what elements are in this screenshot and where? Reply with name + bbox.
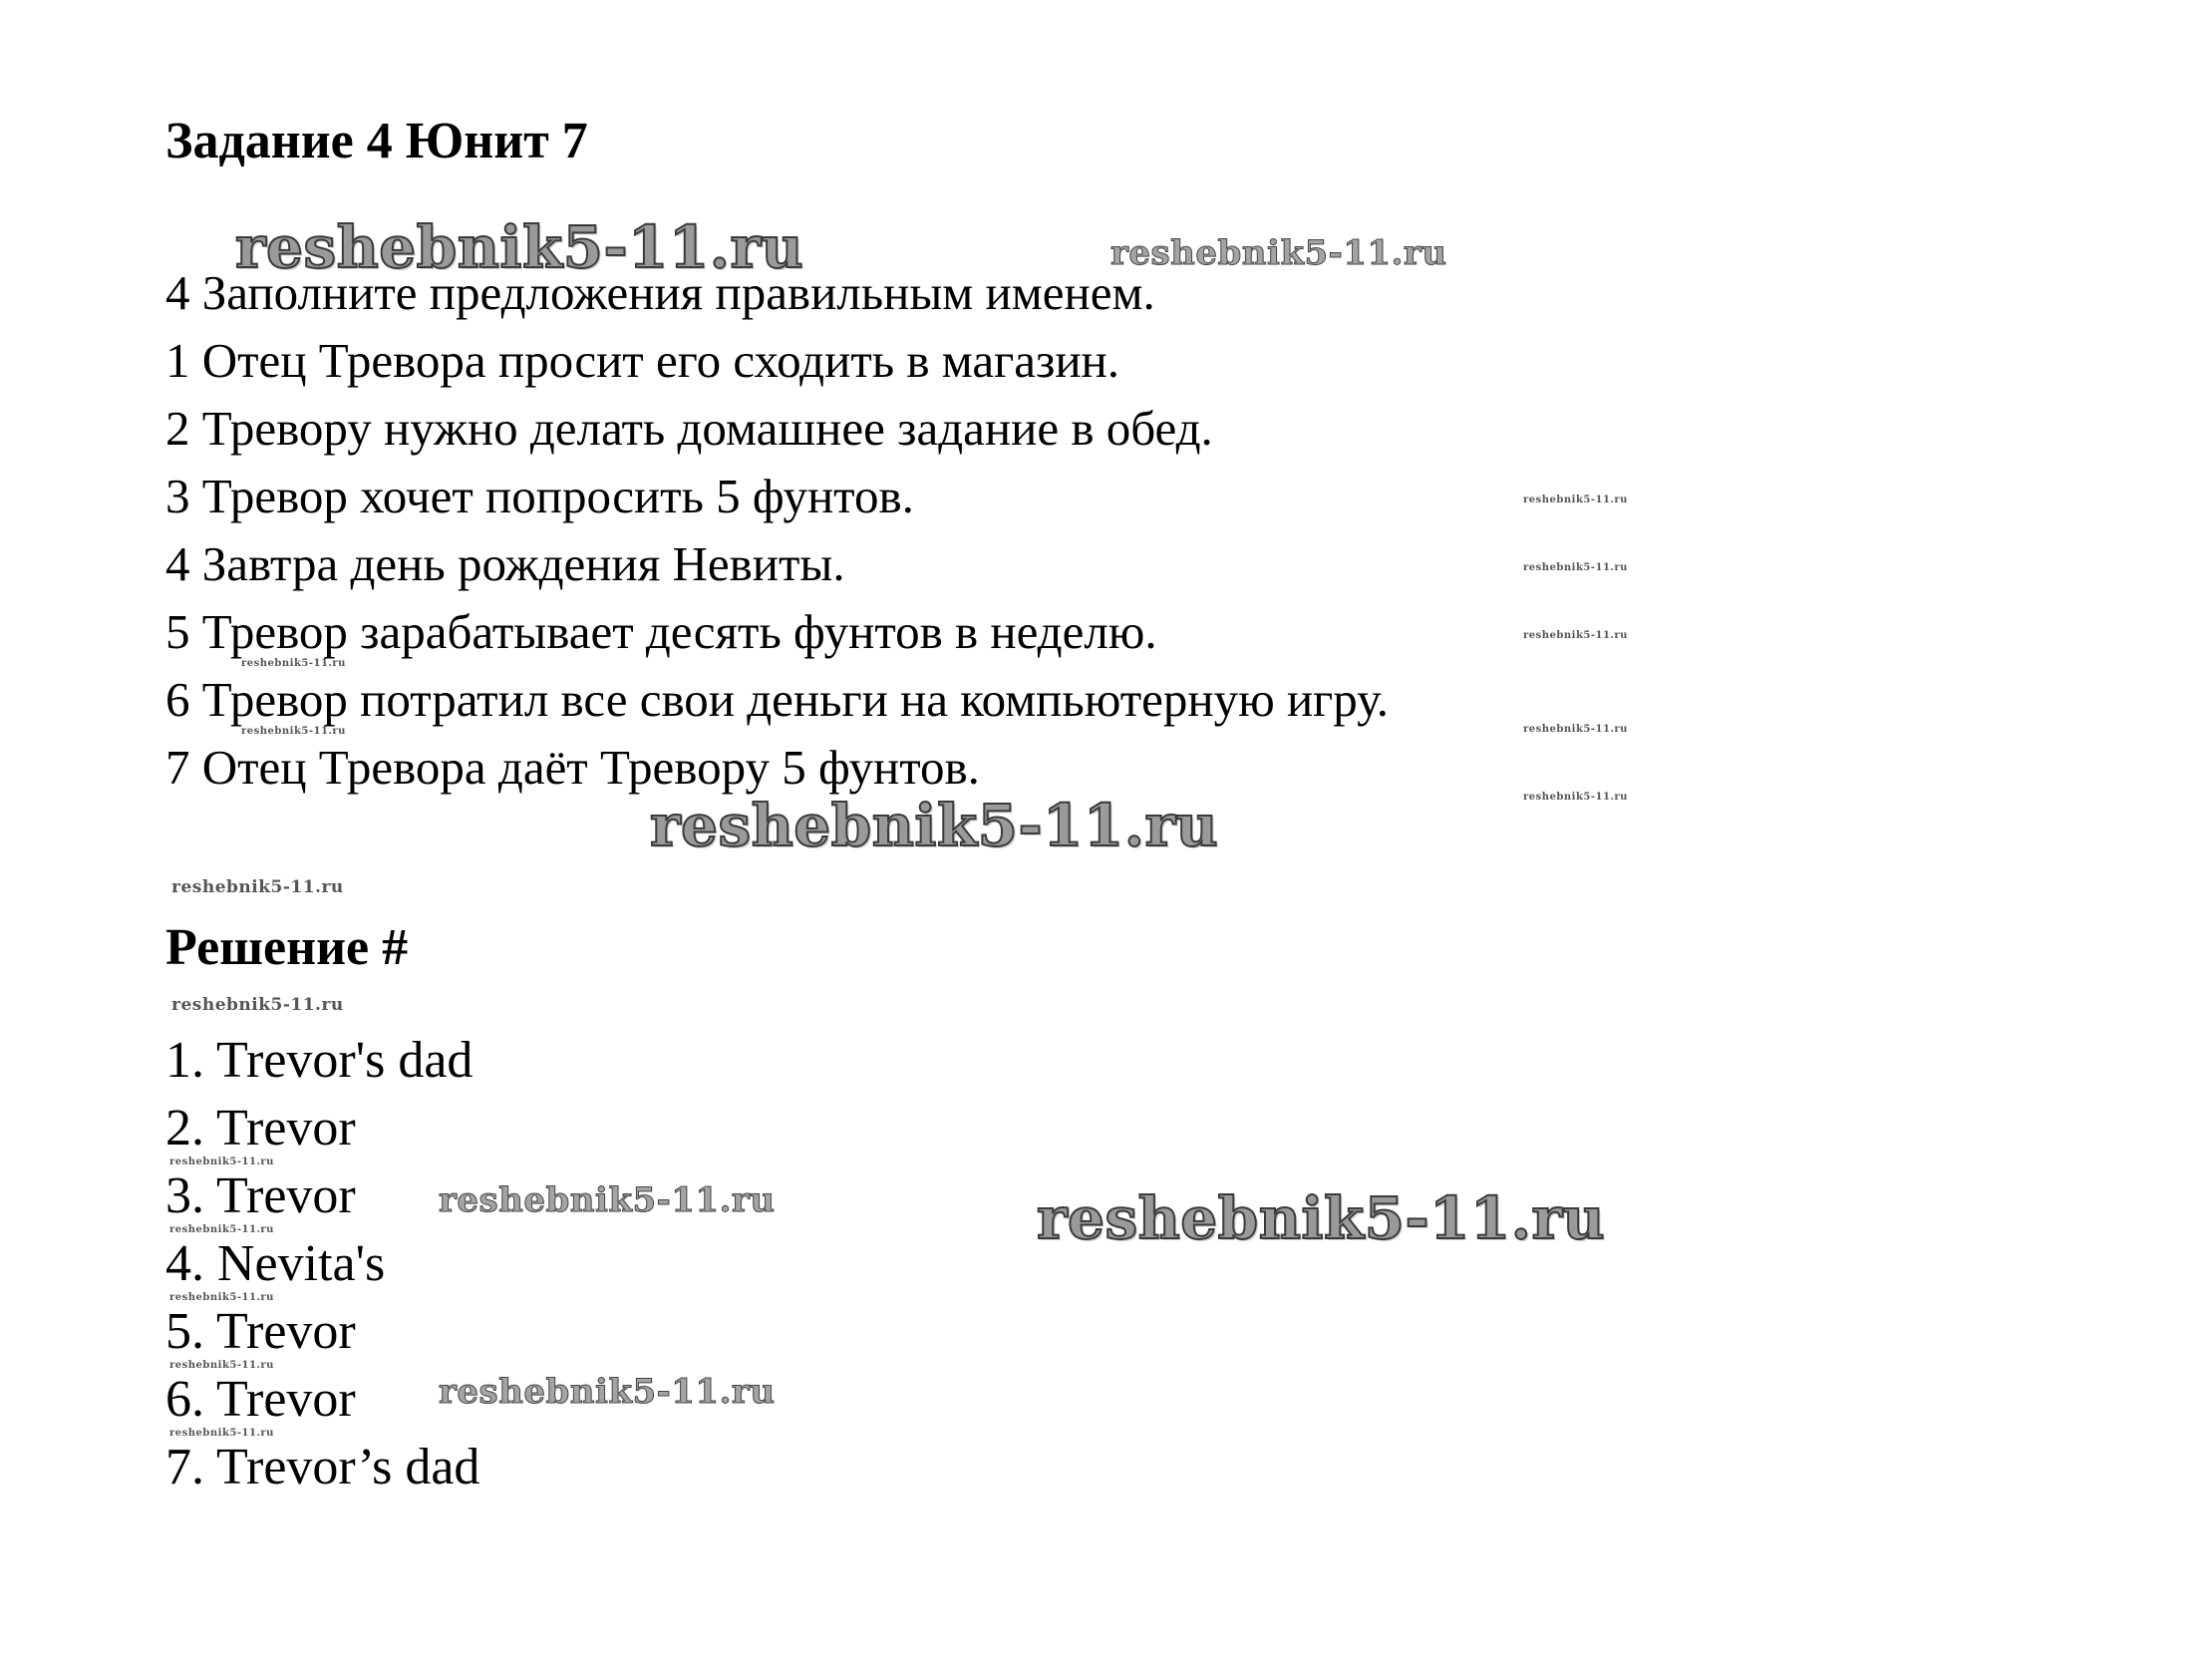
watermark: reshebnik5-11.ru: [439, 1372, 776, 1412]
watermark: reshebnik5-11.ru: [439, 1180, 776, 1220]
answer-item: 3. Trevor: [165, 1167, 356, 1224]
watermark: reshebnik5-11.ru: [1523, 724, 1628, 735]
watermark: reshebnik5-11.ru: [241, 658, 346, 669]
task-sentence: 5 Тревор зарабатывает десять фунтов в неделю.: [165, 604, 1157, 659]
task-instruction: 4 Заполните предложения правильным именем.: [165, 265, 1155, 320]
watermark: reshebnik5-11.ru: [235, 213, 804, 281]
task-title: Задание 4 Юнит 7: [165, 113, 588, 169]
answer-item: 4. Nevita's: [165, 1235, 386, 1292]
watermark: reshebnik5-11.ru: [1523, 562, 1628, 573]
watermark: reshebnik5-11.ru: [1523, 792, 1628, 803]
watermark: reshebnik5-11.ru: [171, 877, 344, 897]
answer-item: 5. Trevor: [165, 1303, 356, 1360]
answer-item: 6. Trevor: [165, 1371, 356, 1428]
task-sentence: 4 Завтра день рождения Невиты.: [165, 536, 845, 591]
watermark: reshebnik5-11.ru: [169, 1360, 274, 1371]
watermark: reshebnik5-11.ru: [169, 1292, 274, 1303]
watermark: reshebnik5-11.ru: [650, 792, 1219, 859]
task-sentence: 2 Тревору нужно делать домашнее задание в обед.: [165, 401, 1213, 456]
answer-item: 2. Trevor: [165, 1100, 356, 1157]
watermark: reshebnik5-11.ru: [171, 995, 344, 1015]
task-sentence: 6 Тревор потратил все свои деньги на компьютерную игру.: [165, 672, 1389, 727]
watermark: reshebnik5-11.ru: [169, 1224, 274, 1235]
watermark: reshebnik5-11.ru: [169, 1157, 274, 1167]
watermark: reshebnik5-11.ru: [1110, 233, 1447, 273]
watermark: reshebnik5-11.ru: [1037, 1184, 1606, 1252]
watermark: reshebnik5-11.ru: [1523, 495, 1628, 505]
watermark: reshebnik5-11.ru: [1523, 630, 1628, 641]
solution-title: Решение #: [165, 919, 409, 976]
watermark: reshebnik5-11.ru: [241, 726, 346, 737]
answer-item: 1. Trevor's dad: [165, 1032, 474, 1089]
answer-item: 7. Trevor’s dad: [165, 1439, 480, 1495]
task-sentence: 3 Тревор хочет попросить 5 фунтов.: [165, 469, 914, 523]
task-sentence: 1 Отец Тревора просит его сходить в магазин.: [165, 333, 1120, 388]
task-sentence-list: [165, 259, 1389, 802]
task-sentence: 7 Отец Тревора даёт Тревору 5 фунтов.: [165, 740, 980, 795]
watermark: reshebnik5-11.ru: [169, 1428, 274, 1439]
